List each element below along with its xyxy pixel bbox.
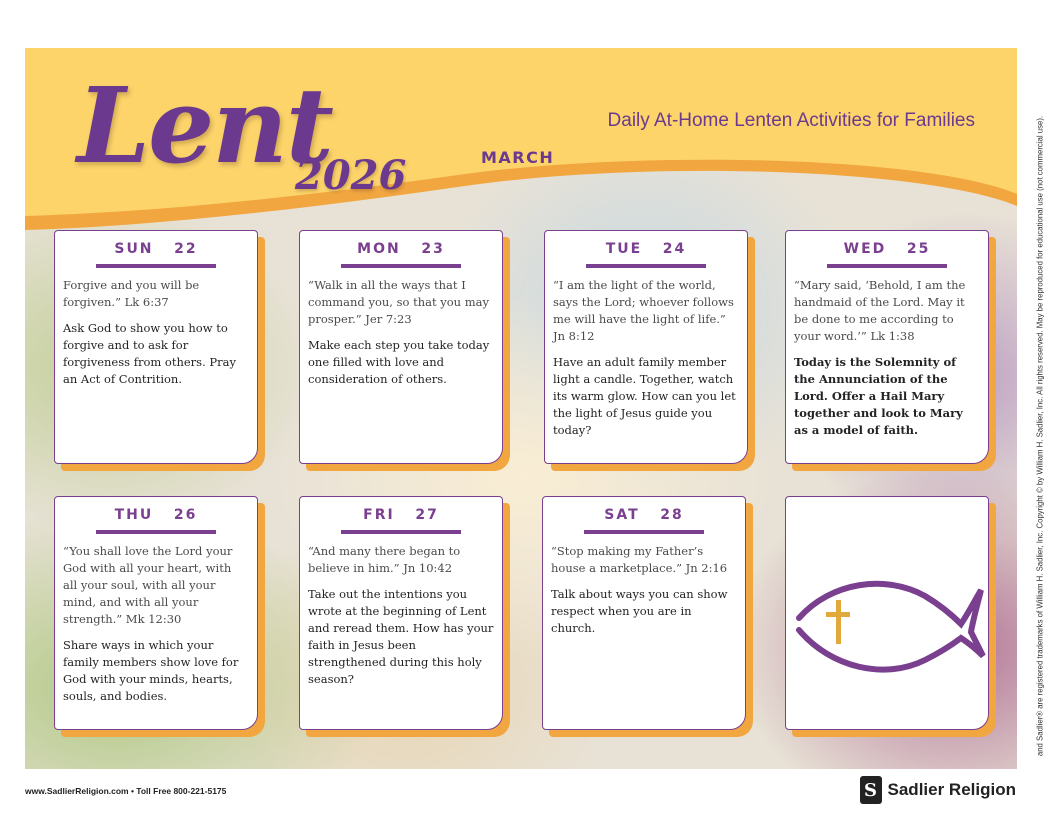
heading-underline (96, 530, 216, 534)
heading-underline (341, 530, 461, 534)
cross-vertical (836, 600, 841, 644)
month-label: MARCH (481, 148, 555, 167)
day-card-wed-25 (785, 230, 989, 464)
day-heading: THU 26 (114, 507, 198, 523)
scripture-quote: “Stop making my Father’s house a marketplace.” Jn 2:16 (551, 544, 728, 575)
day-heading: MON 23 (357, 241, 445, 257)
sadlier-religion-logo (860, 776, 1016, 804)
fish-outline (799, 584, 983, 670)
copyright-notice: and Sadlier® are registered trademarks of William H. Sadlier, Inc. Copyright © by William H. Sadlier, Inc. All rights reserved. May be reproduced for educational use (not commercial use). (1035, 115, 1045, 757)
ichthys-fish-with-cross-icon (785, 496, 989, 730)
lent-logo-title: Lent (77, 64, 332, 187)
activity-text: Share ways in which your family members show love for God with your minds, hearts, souls, and bodies. (63, 638, 239, 703)
cross-horizontal (826, 612, 850, 617)
scripture-quote: “I am the light of the world, says the Lord; whoever follows me will have the light of life.” Jn 8:12 (553, 278, 734, 343)
page-subtitle: Daily At-Home Lenten Activities for Families (607, 110, 975, 131)
heading-underline (586, 264, 706, 268)
day-card-tue-24 (544, 230, 748, 464)
scripture-quote: “And many there began to believe in him.” Jn 10:42 (308, 544, 461, 575)
scripture-quote: “Mary said, ‘Behold, I am the handmaid of the Lord. May it be done to me according to your word.’” Lk 1:38 (794, 278, 966, 343)
activity-text: Take out the intentions you wrote at the beginning of Lent and reread them. How has your faith in Jesus been strengthened during this holy season? (308, 587, 494, 686)
activity-text: Today is the Solemnity of the Annunciation of the Lord. Offer a Hail Mary together and look to Mary as a model of faith. (794, 355, 963, 437)
activity-text: Ask God to show you how to forgive and to ask for forgiveness from others. Pray an Act of Contrition. (63, 321, 236, 386)
day-heading: TUE 24 (605, 241, 687, 257)
day-heading: SUN 22 (114, 241, 198, 257)
day-card-thu-26 (54, 496, 258, 730)
day-card-fri-27 (299, 496, 503, 730)
day-card-sun-22 (54, 230, 258, 464)
heading-underline (341, 264, 461, 268)
scripture-quote: Forgive and you will be forgiven.” Lk 6:37 (63, 278, 200, 309)
day-heading: WED 25 (843, 241, 931, 257)
year-label: 2026 (295, 152, 407, 199)
heading-underline (96, 264, 216, 268)
day-card-sat-28 (542, 496, 746, 730)
day-heading: FRI 27 (363, 507, 439, 523)
activity-text: Have an adult family member light a candle. Together, watch its warm glow. How can you let the light of Jesus guide you today? (553, 355, 736, 437)
heading-underline (584, 530, 704, 534)
day-heading: SAT 28 (604, 507, 684, 523)
activity-text: Make each step you take today one filled with love and consideration of others. (308, 338, 490, 386)
scripture-quote: “You shall love the Lord your God with all your heart, with all your soul, with all your mind, and with all your strength.” Mk 12:30 (63, 544, 233, 626)
activity-text: Talk about ways you can show respect when you are in church. (551, 587, 728, 635)
footer-contact: www.SadlierReligion.com • Toll Free 800-221-5175 (25, 786, 227, 796)
heading-underline (827, 264, 947, 268)
day-card-mon-23 (299, 230, 503, 464)
brand-name: Sadlier Religion (887, 780, 1016, 799)
emblem-card (785, 496, 989, 730)
scripture-quote: “Walk in all the ways that I command you, so that you may prosper.” Jer 7:23 (308, 278, 489, 326)
brand-mark-icon: S (860, 776, 882, 804)
